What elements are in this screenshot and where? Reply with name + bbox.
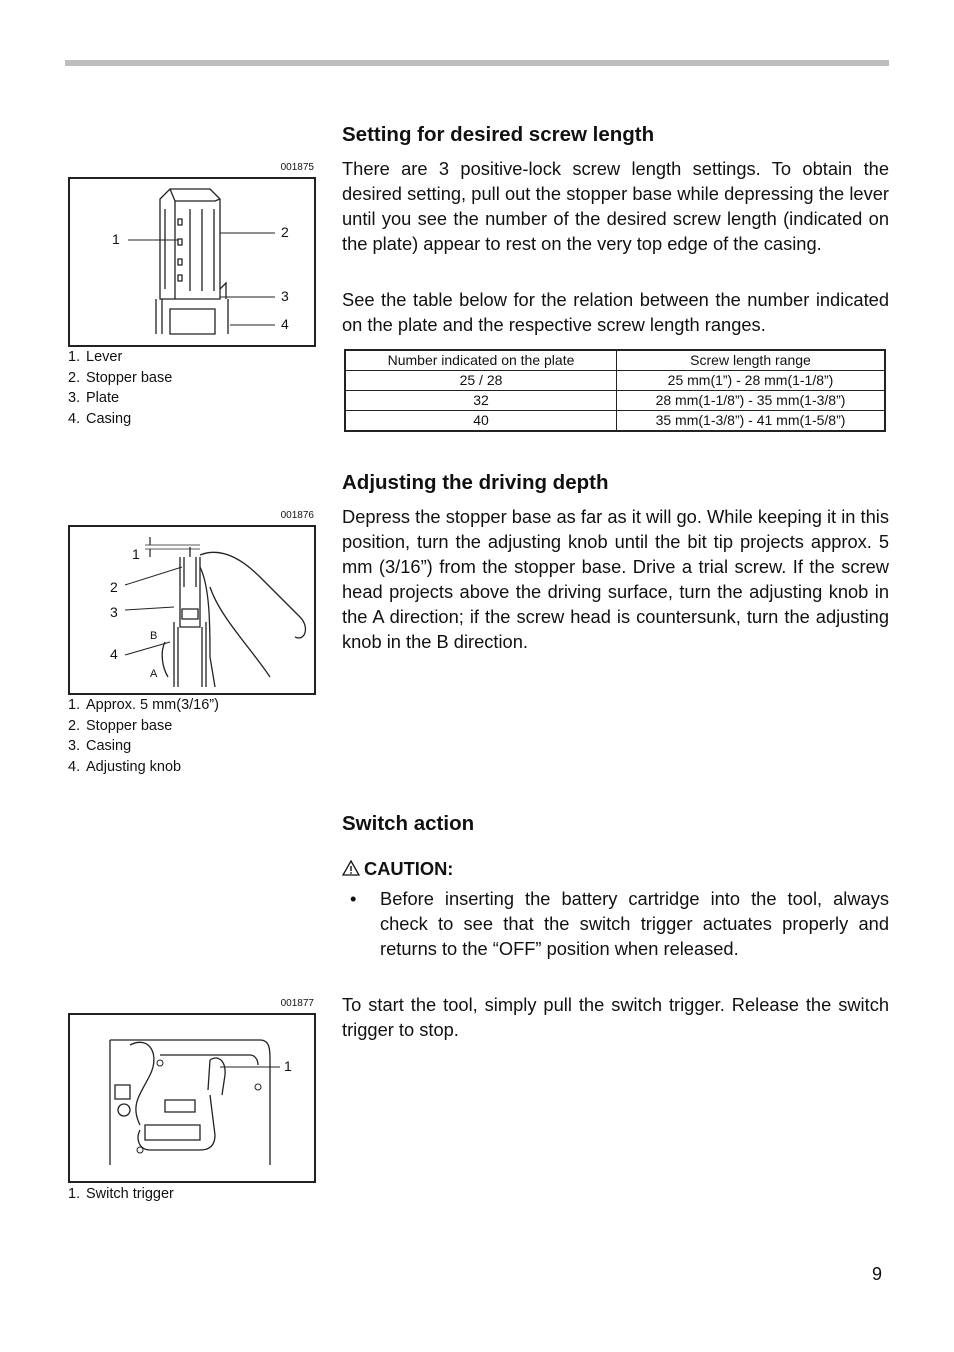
legend-item: 3. Plate [68, 390, 120, 406]
figure-code: 001877 [280, 998, 314, 1009]
table-cell: 25 mm(1”) - 28 mm(1-1/8”) [617, 371, 886, 391]
figure-legend [68, 1184, 174, 1205]
callout-1: 1 [132, 546, 140, 562]
legend-item: 2. Stopper base [68, 717, 173, 734]
table-cell: 28 mm(1-1/8”) - 35 mm(1-3/8”) [617, 391, 886, 411]
callout-1: 1 [284, 1058, 292, 1074]
table-header-cell: Number indicated on the plate [345, 350, 617, 371]
direction-b-label: B [150, 630, 158, 642]
paragraph: See the table below for the relation between the number indicated on the plate and the respective screw length ranges. [342, 289, 889, 335]
callout-3: 3 [110, 604, 118, 620]
table-row [345, 371, 885, 391]
legend-item: 4. Adjusting knob [68, 758, 182, 775]
callout-3: 3 [281, 288, 289, 304]
legend-item: 4. Casing [68, 410, 132, 427]
table-cell: 35 mm(1-3/8”) - 41 mm(1-5/8”) [617, 411, 886, 432]
legend-item: 1. Lever [68, 349, 123, 365]
table-header-row [345, 350, 885, 371]
caution-bullet-text: Before inserting the battery cartridge into the tool, always check to see that the switch trigger actuates properly and returns to the “OFF” position when released. [380, 888, 889, 959]
bullet-icon: • [350, 888, 357, 909]
table-cell: 32 [345, 391, 617, 411]
table-row [345, 391, 885, 411]
section-heading: Setting for desired screw length [342, 123, 655, 146]
warning-triangle-icon [342, 858, 364, 880]
figure-stopper-illustration [68, 177, 316, 347]
depth-illustration [70, 527, 314, 693]
callout-1: 1 [112, 231, 120, 247]
callout-4: 4 [110, 646, 118, 662]
screw-length-table [344, 349, 886, 432]
figure-legend [68, 695, 219, 777]
legend-item: 1. Approx. 5 mm(3/16”) [68, 697, 219, 713]
section-heading: Adjusting the driving depth [342, 471, 609, 494]
paragraph: To start the tool, simply pull the switch trigger. Release the switch trigger to stop. [342, 994, 889, 1040]
figure-legend [68, 347, 172, 429]
section-heading: Switch action [342, 812, 475, 835]
table-header-cell: Screw length range [617, 350, 886, 371]
stopper-illustration [70, 179, 314, 345]
caution-label: CAUTION: [342, 858, 453, 880]
legend-item: 3. Casing [68, 738, 132, 754]
table-cell: 25 / 28 [345, 371, 617, 391]
paragraph: There are 3 positive-lock screw length settings. To obtain the desired setting, pull out the stopper base while depressing the lever until you see the number of the desired screw length (indicated on the plate) appear to rest on the very top edge of the casing. [342, 158, 889, 254]
table-row [345, 411, 885, 432]
legend-item: 2. Stopper base [68, 369, 173, 386]
figure-code: 001875 [280, 162, 314, 173]
page-number: 9 [872, 1264, 883, 1284]
paragraph: Depress the stopper base as far as it will go. While keeping it in this position, turn the adjusting knob until the bit tip projects approx. 5 mm (3/16”) from the stopper base. Drive a trial screw. If the screw head projects above the driving surface, turn the adjusting knob in the A direction; if the screw head is countersunk, turn the adjusting knob in the B direction. [342, 506, 889, 652]
callout-4: 4 [281, 316, 289, 332]
direction-a-label: A [150, 668, 158, 680]
figure-code: 001876 [280, 510, 314, 521]
switch-illustration [70, 1015, 314, 1181]
figure-depth-illustration [68, 525, 316, 695]
table-cell: 40 [345, 411, 617, 432]
header-rule [65, 60, 889, 66]
callout-2: 2 [110, 579, 118, 595]
figure-switch-illustration [68, 1013, 316, 1183]
callout-2: 2 [281, 224, 289, 240]
legend-item: 1. Switch trigger [68, 1186, 174, 1202]
